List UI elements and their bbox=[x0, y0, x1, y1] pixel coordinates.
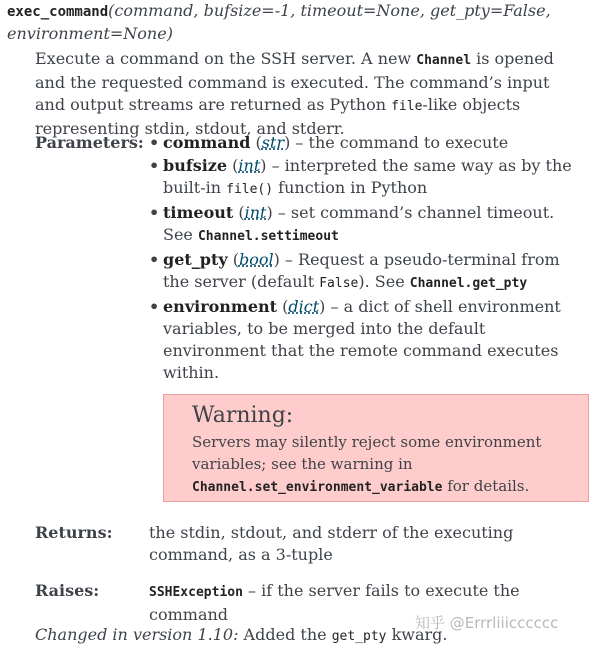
param-type-link[interactable]: dict bbox=[288, 297, 320, 316]
method-name: exec_command bbox=[7, 4, 109, 20]
parameters-label: Parameters: bbox=[35, 133, 144, 152]
warning-title: Warning: bbox=[192, 403, 294, 428]
param-type-link[interactable]: str bbox=[261, 133, 285, 152]
warning-box bbox=[163, 394, 589, 502]
param-type-link[interactable]: int bbox=[238, 156, 261, 175]
param-command: • command (str) – the command to execute bbox=[149, 132, 589, 154]
watermark: 知乎 @Errrliiicccccc bbox=[415, 614, 559, 632]
changed-text: kwarg. bbox=[386, 625, 448, 644]
param-code: file() bbox=[226, 182, 274, 197]
method-params: (command, bufsize=-1, timeout=None, get_pty=False, environment=None) bbox=[7, 1, 551, 43]
param-timeout: • timeout (int) – set command’s channel timeout. See Channel.settimeout bbox=[149, 202, 589, 248]
param-code: False bbox=[319, 276, 359, 291]
raises-label: Raises: bbox=[35, 581, 100, 600]
raises-code-link[interactable]: SSHException bbox=[149, 585, 243, 600]
desc-text: Execute a command on the SSH server. A new bbox=[35, 49, 417, 68]
param-desc: – Request a pseudo-terminal from the server (default bbox=[163, 250, 560, 291]
param-desc: – a dict of shell environment variables, to be merged into the default environment that the remote command executes within. bbox=[163, 297, 561, 382]
parameters-list bbox=[149, 132, 589, 385]
param-get-pty: • get_pty (bool) – Request a pseudo-terminal from the server (default False). See Channel.get_pty bbox=[149, 249, 589, 295]
file-code: file bbox=[391, 99, 423, 114]
changed-code: get_pty bbox=[331, 629, 387, 644]
param-name: get_pty bbox=[163, 250, 228, 269]
warning-text: for details. bbox=[442, 477, 530, 495]
param-name: command bbox=[163, 133, 251, 152]
param-type-link[interactable]: bool bbox=[238, 250, 274, 269]
param-code-link[interactable]: Channel.settimeout bbox=[197, 229, 339, 244]
version-label: Changed in version 1.10: bbox=[35, 625, 239, 644]
param-name: bufsize bbox=[163, 156, 228, 175]
method-signature bbox=[7, 0, 595, 45]
changed-text: Added the bbox=[238, 625, 332, 644]
param-bufsize: • bufsize (int) – interpreted the same way as by the built-in file() function in Python bbox=[149, 155, 589, 201]
returns-label: Returns: bbox=[35, 523, 113, 542]
warning-code-link[interactable]: Channel.set_environment_variable bbox=[192, 480, 443, 495]
desc-text: -like objects representing stdin, stdout, and stderr. bbox=[35, 95, 521, 138]
param-desc: ). See bbox=[358, 272, 410, 291]
param-desc: – the command to execute bbox=[290, 133, 509, 152]
param-desc: function in Python bbox=[273, 178, 428, 197]
param-type-link[interactable]: int bbox=[244, 203, 267, 222]
raises-desc: – if the server fails to execute the command bbox=[149, 581, 520, 624]
warning-body bbox=[192, 431, 562, 499]
warning-text: Servers may silently reject some environment variables; see the warning in bbox=[192, 433, 542, 473]
param-environment: • environment (dict) – a dict of shell environment variables, to be merged into the default environment that the remote command executes within. bbox=[149, 296, 589, 384]
param-desc: – interpreted the same way as by the built-in bbox=[163, 156, 572, 197]
param-code-link[interactable]: Channel.get_pty bbox=[409, 276, 528, 291]
desc-text: is opened and the requested command is executed. The command’s input and output streams are returned as Python bbox=[35, 49, 554, 114]
returns-text: the stdin, stdout, and stderr of the executing command, as a 3-tuple bbox=[149, 523, 514, 564]
param-name: timeout bbox=[163, 203, 234, 222]
param-desc: – set command’s channel timeout. See bbox=[163, 203, 555, 244]
method-description bbox=[35, 48, 575, 140]
channel-code: Channel bbox=[416, 53, 472, 68]
param-name: environment bbox=[163, 297, 278, 316]
